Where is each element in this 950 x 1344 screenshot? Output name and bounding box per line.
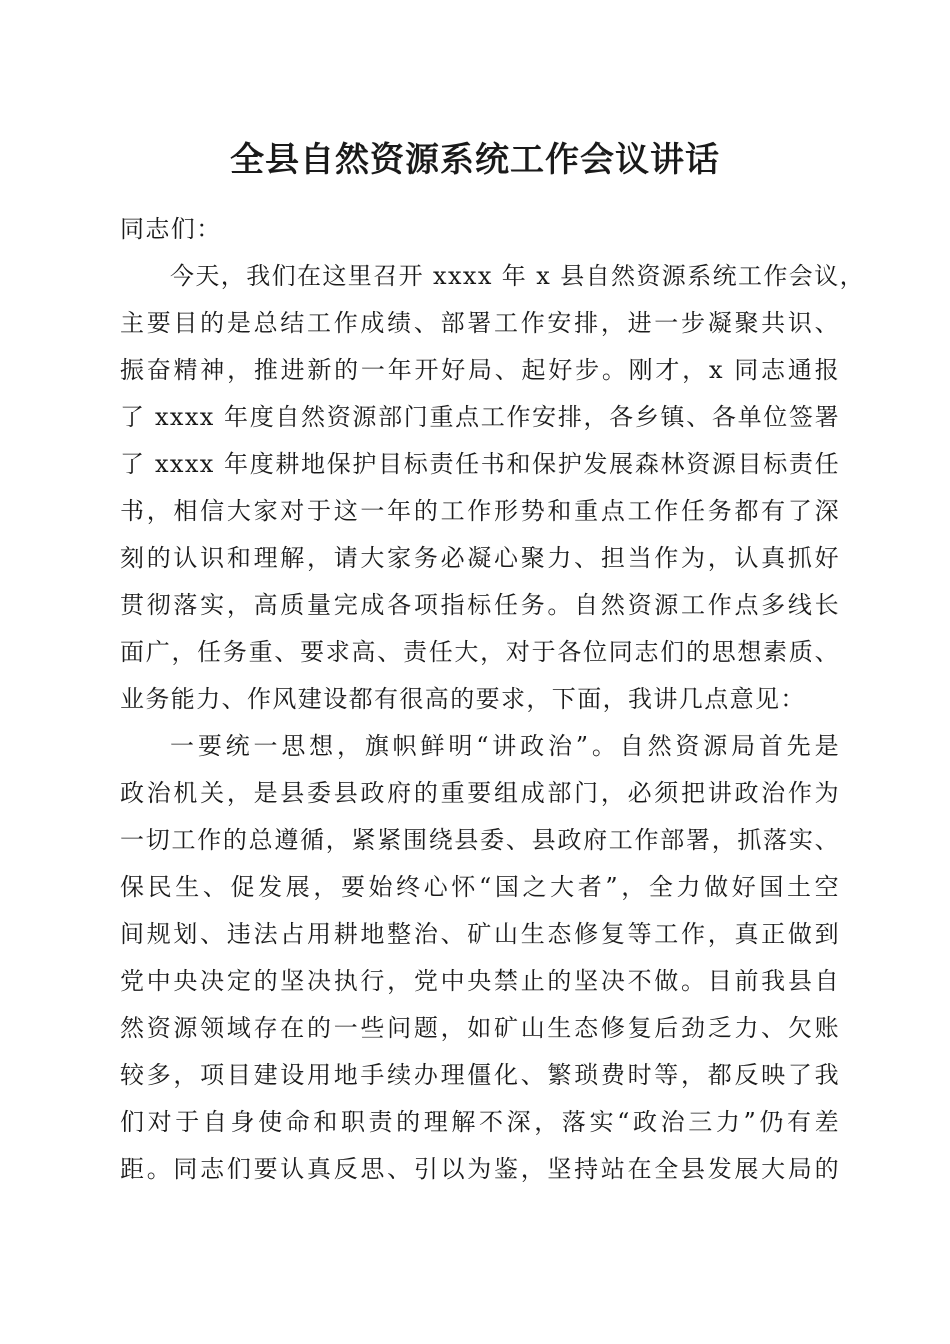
paragraph-line: 了 xxxx 年度自然资源部门重点工作安排，各乡镇、各单位签署 bbox=[120, 403, 840, 431]
paragraph-line: 刻的认识和理解，请大家务必凝心聚力、担当作为，认真抓好 bbox=[120, 544, 840, 572]
paragraph-line: 党中央决定的坚决执行，党中央禁止的坚决不做。目前我县自 bbox=[120, 967, 840, 995]
paragraph-line: 距。同志们要认真反思、引以为鉴，坚持站在全县发展大局的 bbox=[120, 1155, 840, 1183]
paragraph-line: 一切工作的总遵循，紧紧围绕县委、县政府工作部署，抓落实、 bbox=[120, 826, 840, 854]
paragraph-line: 今天，我们在这里召开 xxxx 年 x 县自然资源系统工作会议， bbox=[170, 262, 865, 290]
paragraph-line: 面广，任务重、要求高、责任大，对于各位同志们的思想素质、 bbox=[120, 638, 840, 666]
paragraph-line: 书，相信大家对于这一年的工作形势和重点工作任务都有了深 bbox=[120, 497, 840, 525]
paragraph-line: 然资源领域存在的一些问题，如矿山生态修复后劲乏力、欠账 bbox=[120, 1014, 840, 1042]
paragraph-line: 振奋精神，推进新的一年开好局、起好步。刚才，x 同志通报 bbox=[120, 356, 840, 384]
paragraph-line: 较多，项目建设用地手续办理僵化、繁琐费时等，都反映了我 bbox=[120, 1061, 840, 1089]
paragraph-line: 主要目的是总结工作成绩、部署工作安排，进一步凝聚共识、 bbox=[120, 309, 840, 337]
paragraph-line: 了 xxxx 年度耕地保护目标责任书和保护发展森林资源目标责任 bbox=[120, 450, 840, 478]
paragraph-line: 们对于自身使命和职责的理解不深，落实“政治三力”仍有差 bbox=[120, 1108, 840, 1136]
paragraph-line: 间规划、违法占用耕地整治、矿山生态修复等工作，真正做到 bbox=[120, 920, 840, 948]
document-body bbox=[120, 206, 865, 1193]
paragraph-line: 贯彻落实，高质量完成各项指标任务。自然资源工作点多线长 bbox=[120, 591, 840, 619]
paragraph-line: 政治机关，是县委县政府的重要组成部门，必须把讲政治作为 bbox=[120, 779, 840, 807]
salutation: 同志们： bbox=[120, 215, 222, 243]
paragraph-line: 一要统一思想，旗帜鲜明“讲政治”。自然资源局首先是 bbox=[170, 732, 840, 760]
document-title: 全县自然资源系统工作会议讲话 bbox=[230, 140, 720, 180]
paragraph-line: 业务能力、作风建设都有很高的要求，下面，我讲几点意见： bbox=[120, 685, 806, 713]
paragraph-line: 保民生、促发展，要始终心怀“国之大者”，全力做好国土空 bbox=[120, 873, 840, 901]
